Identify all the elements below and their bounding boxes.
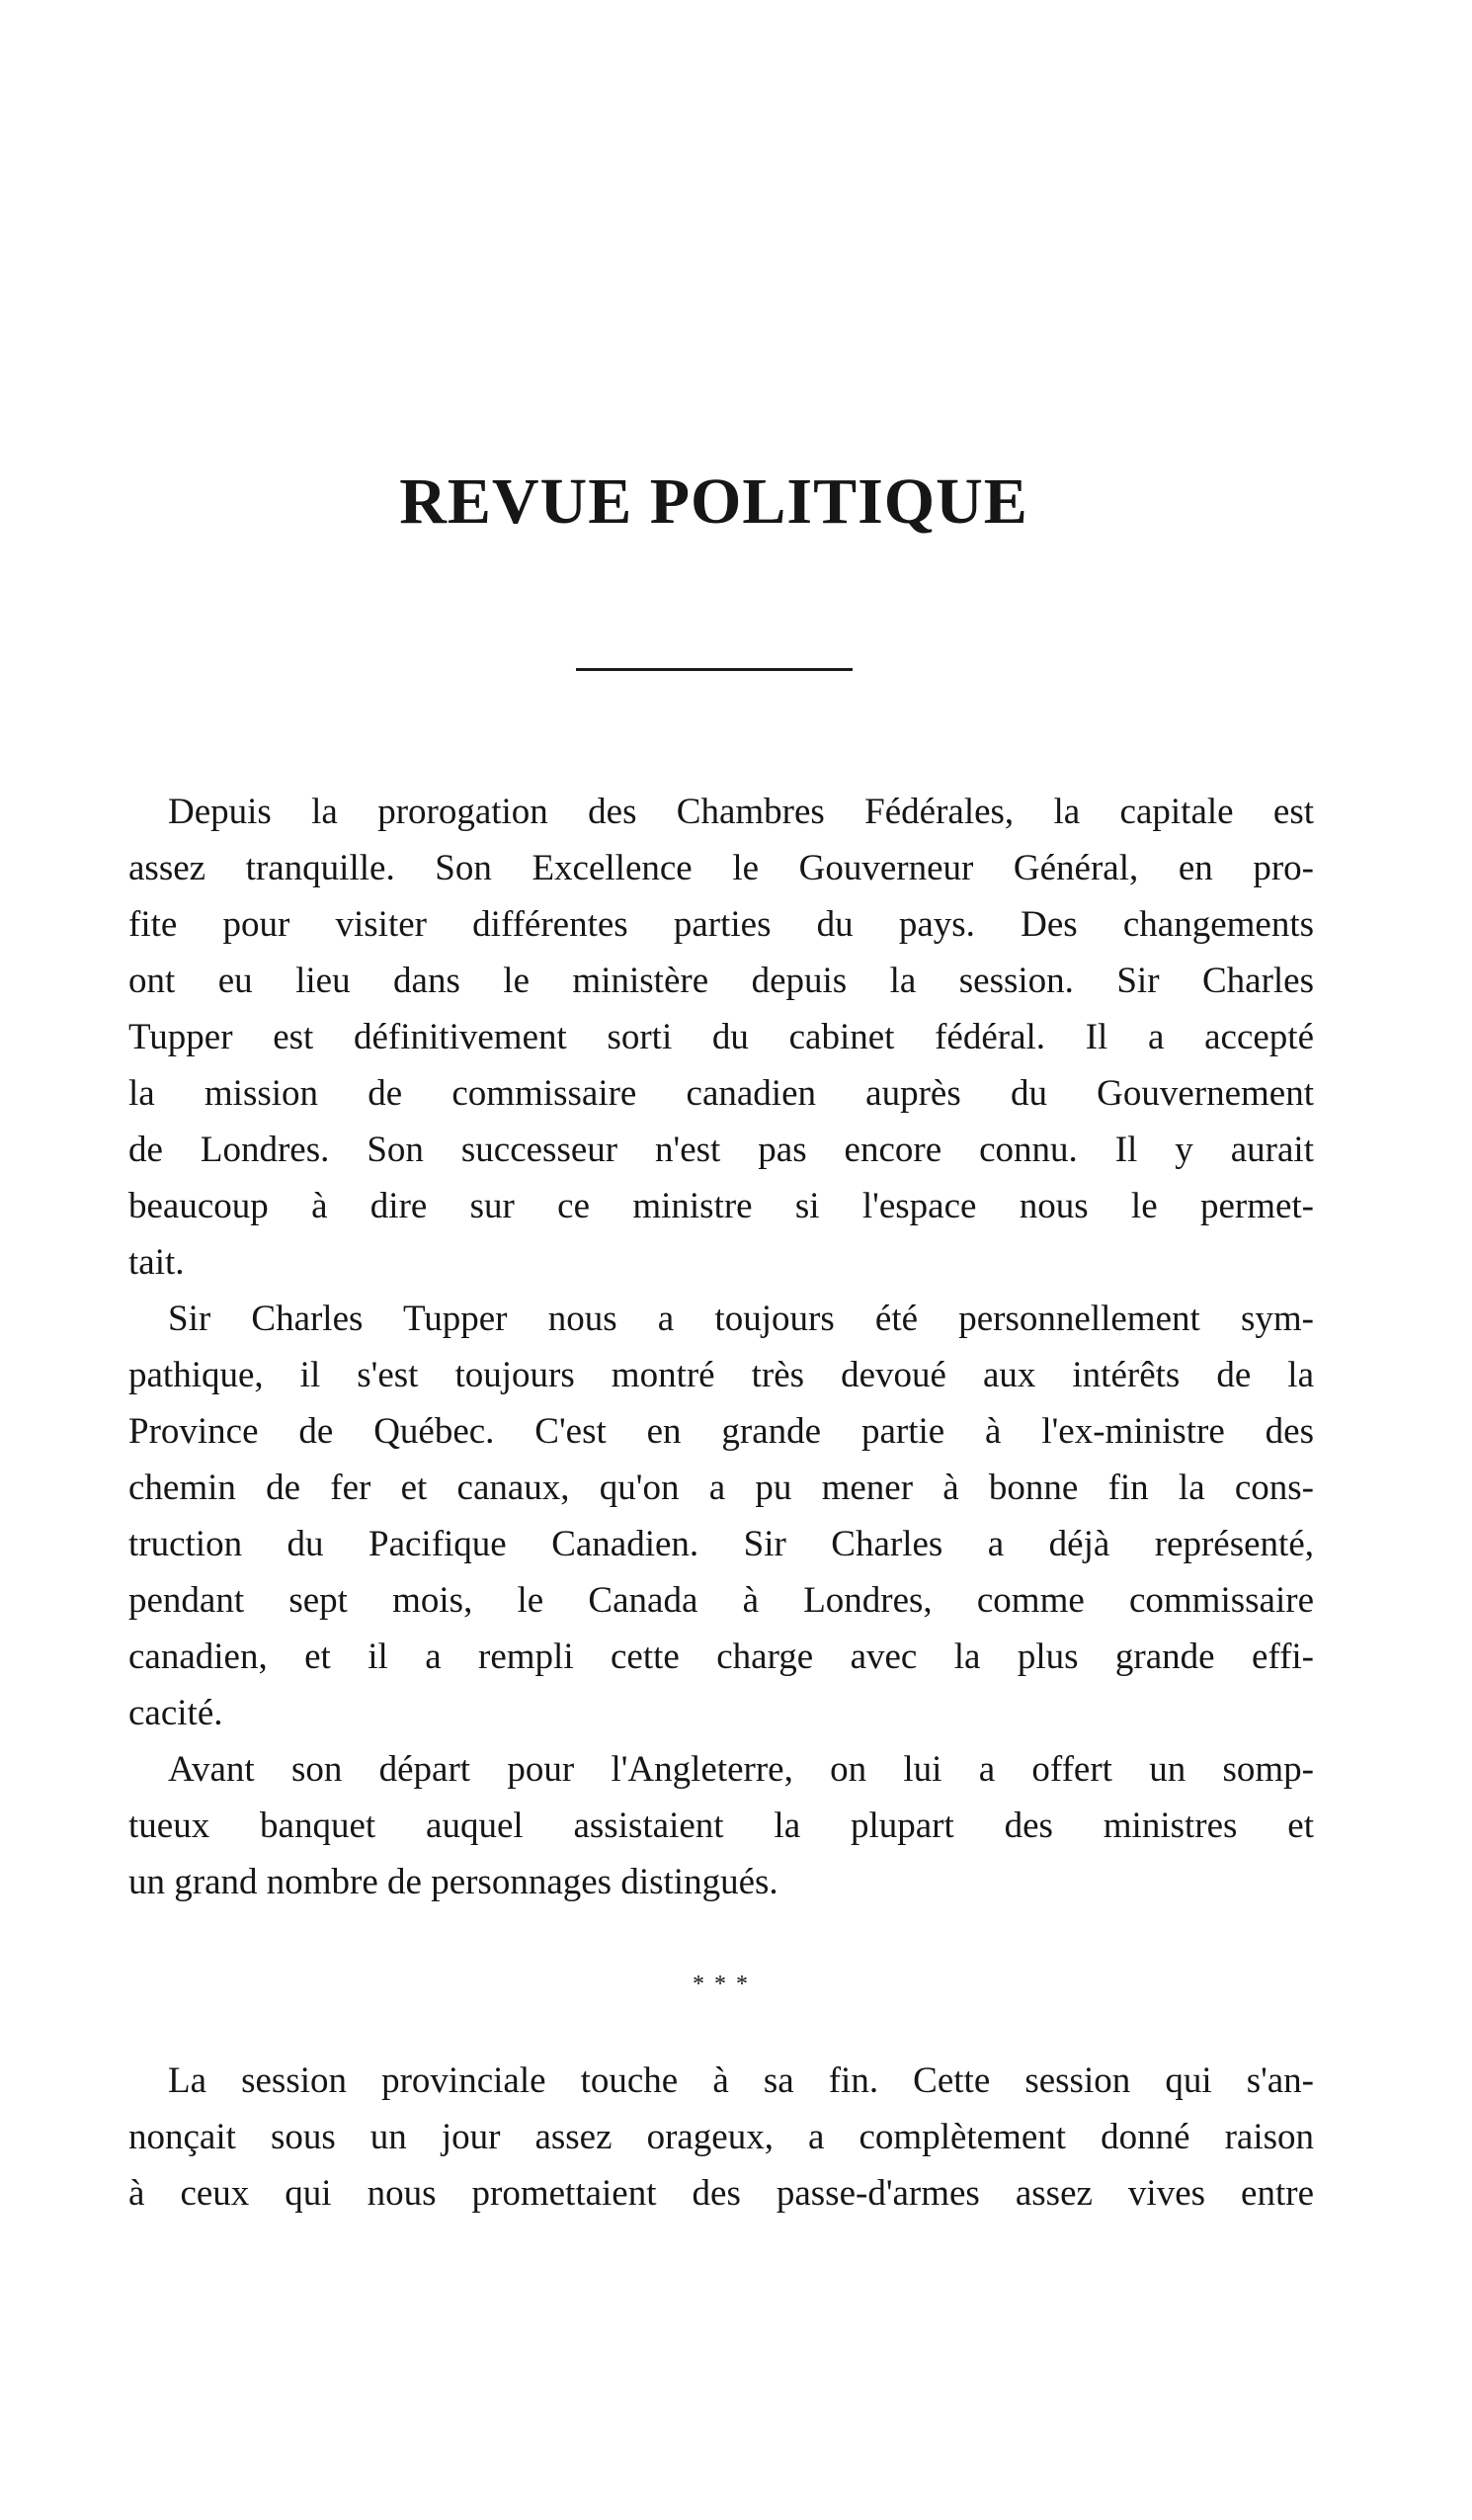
- text-line: cacité.: [128, 1693, 223, 1733]
- text-line: pathique, il s'est toujours montré très devoué aux intérêts de la: [128, 1355, 1314, 1395]
- page-title: REVUE POLITIQUE: [399, 465, 1028, 538]
- text-line: nonçait sous un jour assez orageux, a complètement donné raison: [128, 2117, 1314, 2157]
- text-line: tueux banquet auquel assistaient la plupart des ministres et: [128, 1806, 1314, 1846]
- text-line: à ceux qui nous promettaient des passe-d'armes assez vives entre: [128, 2173, 1314, 2214]
- text-line: Depuis la prorogation des Chambres Fédérales, la capitale est: [168, 792, 1314, 832]
- text-line: Avant son départ pour l'Angleterre, on lui a offert un somp-: [168, 1749, 1314, 1790]
- text-line: pendant sept mois, le Canada à Londres, comme commissaire: [128, 1580, 1314, 1621]
- text-line: beaucoup à dire sur ce ministre si l'espace nous le permet-: [128, 1186, 1314, 1226]
- section-separator: [682, 1962, 761, 2021]
- text-line: Province de Québec. C'est en grande partie à l'ex-ministre des: [128, 1411, 1314, 1452]
- text-line: Sir Charles Tupper nous a toujours été personnellement sym-: [168, 1299, 1314, 1339]
- text-line: La session provinciale touche à sa fin. Cette session qui s'an-: [168, 2060, 1314, 2101]
- text-line: truction du Pacifique Canadien. Sir Charles a déjà représenté,: [128, 1524, 1314, 1564]
- article-body: [128, 784, 1314, 1910]
- text-line: la mission de commissaire canadien auprès du Gouvernement: [128, 1073, 1314, 1114]
- text-line: de Londres. Son successeur n'est pas encore connu. Il y aurait: [128, 1130, 1314, 1170]
- separator-text: * * *: [693, 1972, 750, 1997]
- text-line: fite pour visiter différentes parties du pays. Des changements: [128, 904, 1314, 945]
- text-line: canadien, et il a rempli cette charge avec la plus grande effi-: [128, 1637, 1314, 1677]
- text-line: Tupper est définitivement sorti du cabinet fédéral. Il a accepté: [128, 1017, 1314, 1057]
- title-rule: [576, 668, 853, 671]
- paragraph-4: [128, 2053, 1314, 2222]
- text-line: tait.: [128, 1242, 185, 1283]
- paragraph-3: [128, 1741, 1314, 1910]
- paragraph-2: [128, 1291, 1314, 1741]
- paragraph-1: [128, 784, 1314, 1291]
- text-line: assez tranquille. Son Excellence le Gouverneur Général, en pro-: [128, 848, 1314, 888]
- text-line: un grand nombre de personnages distingués.: [128, 1862, 778, 1902]
- closing-section: [128, 2053, 1314, 2222]
- text-line: chemin de fer et canaux, qu'on a pu mener à bonne fin la cons-: [128, 1468, 1314, 1508]
- text-line: ont eu lieu dans le ministère depuis la session. Sir Charles: [128, 961, 1314, 1001]
